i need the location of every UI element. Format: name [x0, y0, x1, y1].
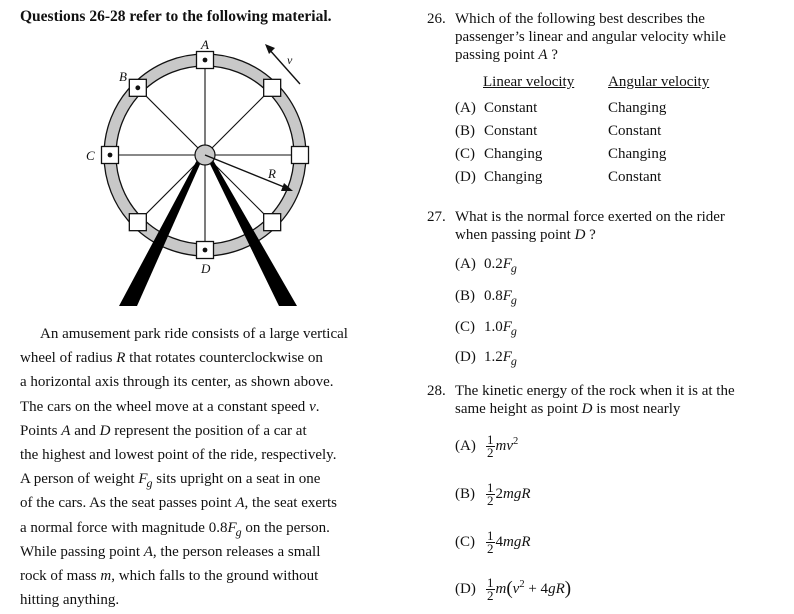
material-title: Questions 26-28 refer to the following material.	[20, 8, 332, 25]
car-C	[102, 147, 119, 164]
question-27	[427, 208, 787, 369]
car-D	[197, 242, 214, 259]
question-text: What is the normal force exerted on the rider when passing point D ?	[455, 209, 725, 243]
car-box	[264, 214, 281, 231]
answer-option[interactable]: (B) $\frac{1}{2}$ 2mgR	[455, 480, 531, 508]
answer-option[interactable]: (D) Changing Constant	[455, 169, 662, 185]
question-28	[427, 382, 787, 608]
header-angular-velocity: Angular velocity	[608, 74, 710, 90]
passage-line: a horizontal axis through its center, as shown above.	[20, 374, 334, 391]
passage-line: An amusement park ride consists of a large vertical	[40, 326, 348, 342]
answer-option[interactable]: (B) Constant Constant	[455, 123, 662, 139]
answer-option[interactable]: (A) Constant Changing	[455, 100, 667, 116]
passage-line: of the cars. As the seat passes point A, the seat exerts	[20, 495, 338, 512]
passage-line: While passing point A, the person releases a small	[20, 543, 321, 560]
ferris-wheel-diagram	[0, 0, 400, 320]
car-A	[197, 52, 214, 69]
car-box	[264, 79, 281, 96]
passage-line: wheel of radius R that rotates counterclockwise on	[20, 350, 323, 367]
header-linear-velocity: Linear velocity	[483, 74, 575, 90]
passage	[20, 322, 392, 612]
car-passenger-dot	[108, 153, 113, 158]
question-text: Which of the following best describes the passenger’s linear and angular velocity while passing point A ?	[455, 11, 726, 63]
answer-option[interactable]: (D) $\frac{1}{2}$ $m(v^2 + 4gR)$	[455, 575, 572, 603]
answer-option[interactable]: (C) Changing Changing	[455, 146, 667, 162]
fraction: $\frac{1}{2}$	[487, 575, 494, 603]
car-B	[129, 79, 146, 96]
label-A: A	[201, 37, 209, 52]
question-26	[427, 10, 787, 185]
label-C: C	[86, 148, 95, 163]
question-number: 27.	[427, 209, 446, 225]
label-v: v	[287, 53, 293, 67]
passage-line: a normal force with magnitude $0.8F_g$ on the person.	[20, 519, 330, 539]
answer-option[interactable]: (C) $1.0F_g$	[455, 319, 517, 339]
car-box	[292, 147, 309, 164]
label-B: B	[119, 69, 127, 84]
fraction: $\frac{1}{2}$	[487, 480, 494, 508]
velocity-arrow-head	[265, 44, 275, 54]
passage-line: A person of weight $F_g$ sits upright on a seat in one	[20, 471, 321, 491]
question-number: 28.	[427, 383, 446, 399]
car	[264, 214, 281, 231]
answer-option[interactable]: (A) $\frac{1}{2}$ $mv^2$	[455, 432, 519, 460]
passage-line: the highest and lowest point of the ride, respectively.	[20, 447, 337, 464]
car-passenger-dot	[203, 58, 208, 63]
car-passenger-dot	[203, 248, 208, 253]
passage-line: hitting anything.	[20, 592, 120, 609]
velocity-arrow	[268, 48, 300, 84]
label-R: R	[268, 166, 276, 181]
question-number: 26.	[427, 11, 446, 27]
car-box	[129, 214, 146, 231]
car	[264, 79, 281, 96]
fraction: $\frac{1}{2}$	[487, 432, 494, 460]
passage-line: rock of mass m, which falls to the ground without	[20, 568, 319, 585]
answer-option[interactable]: (B) $0.8F_g$	[455, 288, 517, 308]
car	[292, 147, 309, 164]
question-text: The kinetic energy of the rock when it is at the same height as point D is most nearly	[455, 383, 735, 417]
car	[129, 214, 146, 231]
fraction: $\frac{1}{2}$	[487, 528, 494, 556]
answer-option[interactable]: (A) $0.2F_g$	[455, 256, 517, 276]
answer-option[interactable]: (D) $1.2F_g$	[455, 349, 517, 369]
car-passenger-dot	[135, 85, 140, 90]
passage-line: The cars on the wheel move at a constant speed v.	[20, 398, 320, 415]
label-D: D	[201, 261, 211, 276]
passage-line: Points A and D represent the position of a car at	[20, 422, 307, 439]
answer-option[interactable]: (C) $\frac{1}{2}$ 4mgR	[455, 528, 531, 556]
